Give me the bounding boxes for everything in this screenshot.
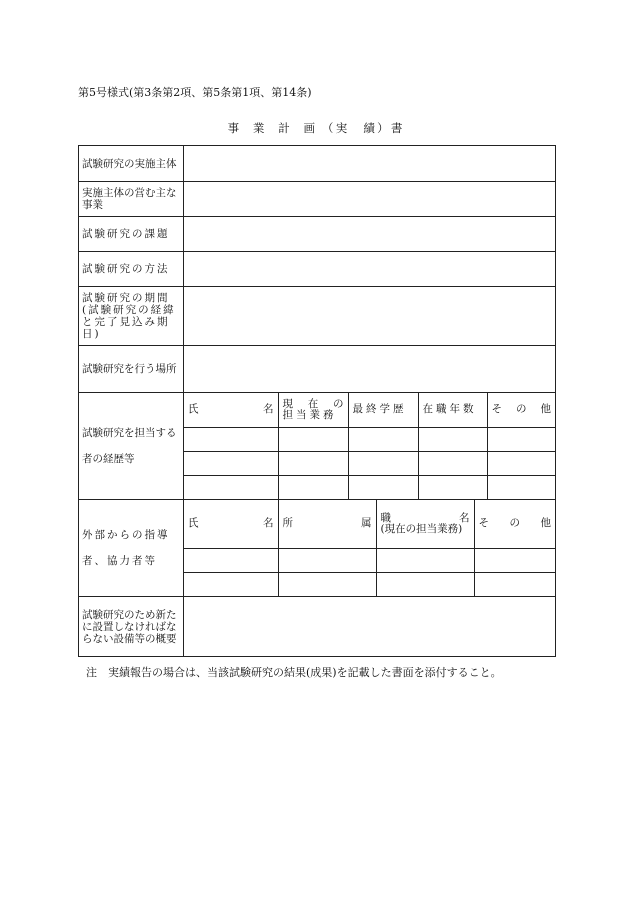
field-method[interactable]	[184, 252, 556, 287]
label-staff: 試験研究を担当する者の経歴等	[79, 393, 184, 500]
form-number: 第5号様式(第3条第2項、第5条第1項、第14条)	[78, 86, 312, 99]
staff-cell[interactable]	[418, 451, 487, 475]
external-cell[interactable]	[278, 548, 376, 572]
label-equipment: 試験研究のため新たに設置しなければならない設備等の概要	[79, 597, 184, 657]
field-implementer[interactable]	[184, 146, 556, 182]
field-business[interactable]	[184, 182, 556, 217]
label-subject: 試験研究の課題	[79, 217, 184, 252]
label-external: 外部からの指導者、協力者等	[79, 500, 184, 597]
staff-cell[interactable]	[278, 451, 348, 475]
header-education: 最終学歴	[348, 393, 418, 427]
header-other: そ の 他	[474, 500, 555, 548]
title-char: 計	[278, 121, 304, 135]
external-cell[interactable]	[376, 548, 474, 572]
staff-cell[interactable]	[348, 427, 418, 451]
header-years-employed: 在職年数	[418, 393, 487, 427]
staff-cell[interactable]	[278, 427, 348, 451]
staff-grid-cell	[184, 393, 556, 500]
staff-cell[interactable]	[278, 475, 348, 499]
staff-cell[interactable]	[184, 451, 278, 475]
header-name: 氏 名	[184, 500, 278, 548]
staff-cell[interactable]	[184, 475, 278, 499]
staff-cell[interactable]	[418, 427, 487, 451]
plan-form-table	[78, 145, 556, 657]
footnote: 注 実績報告の場合は、当該試験研究の結果(成果)を記載した書面を添付すること。	[86, 666, 502, 679]
field-period[interactable]	[184, 287, 556, 346]
field-subject[interactable]	[184, 217, 556, 252]
label-period: 試験研究の期間(試験研究の経緯と完了見込み期日)	[79, 287, 184, 346]
field-equipment[interactable]	[184, 597, 556, 657]
label-method: 試験研究の方法	[79, 252, 184, 287]
header-affiliation: 所 属	[278, 500, 376, 548]
document-title	[0, 120, 630, 136]
staff-cell[interactable]	[184, 427, 278, 451]
title-char: 事	[227, 121, 253, 135]
label-business: 実施主体の営む主な事業	[79, 182, 184, 217]
title-char: 画	[303, 121, 322, 135]
staff-cell[interactable]	[348, 475, 418, 499]
external-cell[interactable]	[474, 572, 555, 596]
field-place[interactable]	[184, 346, 556, 393]
label-implementer: 試験研究の実施主体	[79, 146, 184, 182]
staff-cell[interactable]	[348, 451, 418, 475]
title-char: 業	[252, 121, 279, 135]
external-grid	[184, 500, 555, 596]
title-sub: （実 績）	[321, 121, 391, 135]
staff-cell[interactable]	[418, 475, 487, 499]
external-cell[interactable]	[184, 572, 278, 596]
title-suffix: 書	[390, 121, 403, 135]
external-cell[interactable]	[376, 572, 474, 596]
header-current-duty: 現 在 の 担当業務	[278, 393, 348, 427]
staff-cell[interactable]	[487, 475, 555, 499]
external-cell[interactable]	[184, 548, 278, 572]
external-grid-cell	[184, 500, 556, 597]
header-other: そ の 他	[487, 393, 555, 427]
header-name: 氏 名	[184, 393, 278, 427]
staff-cell[interactable]	[487, 427, 555, 451]
staff-grid	[184, 393, 555, 499]
header-position: 職 名 (現在の担当業務)	[376, 500, 474, 548]
external-cell[interactable]	[474, 548, 555, 572]
label-place: 試験研究を行う場所	[79, 346, 184, 393]
staff-cell[interactable]	[487, 451, 555, 475]
external-cell[interactable]	[278, 572, 376, 596]
